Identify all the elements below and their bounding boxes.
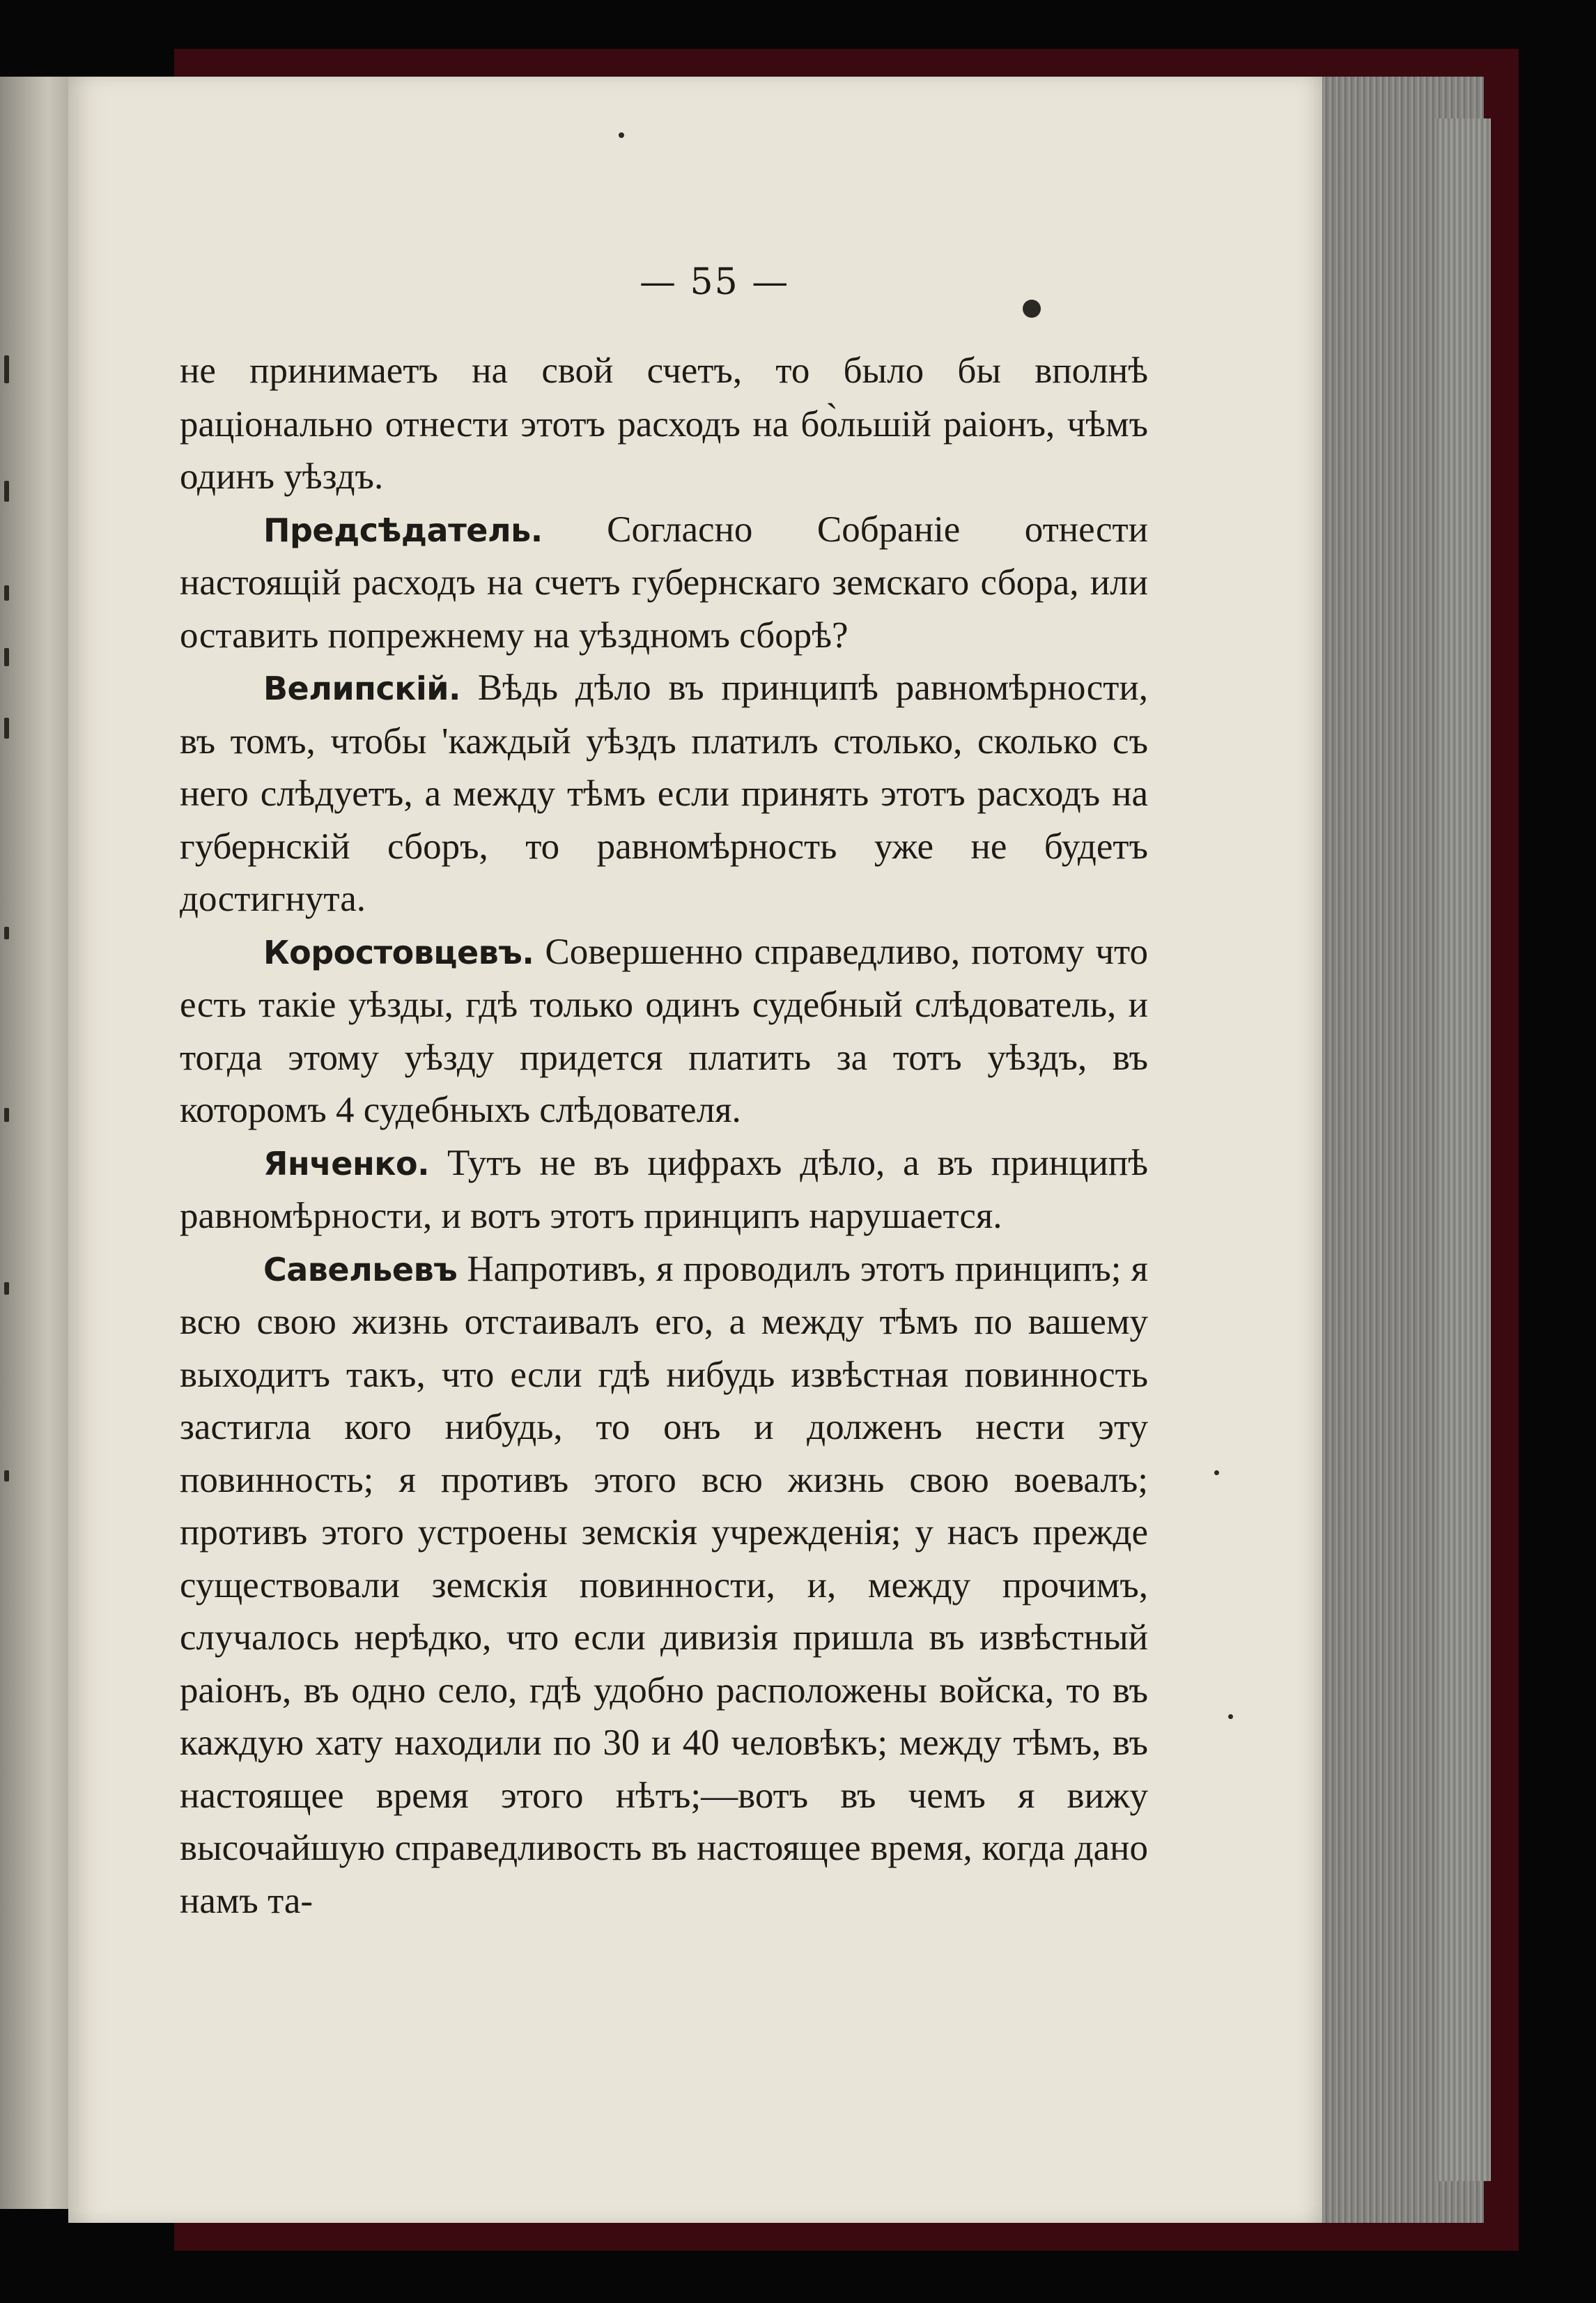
speaker-name: Савельевъ — [263, 1250, 458, 1288]
paragraph-continuation — [180, 345, 1148, 504]
book-page — [68, 77, 1322, 2223]
page-stack-edge — [1435, 118, 1491, 2181]
previous-page-text-fragments — [4, 355, 13, 1540]
paragraph-text: не принимаетъ на свой счетъ, то было бы вполнѣ раціонально отнести этотъ расходъ на бо̀льшій раіонъ, чѣмъ одинъ уѣздъ. — [180, 351, 1148, 497]
page-number: — 55 — — [640, 261, 790, 303]
speaker-name: Коростовцевъ. — [263, 933, 534, 971]
paragraph-chairman — [180, 504, 1148, 663]
paragraph-yanchenko — [180, 1137, 1148, 1243]
page-text — [180, 345, 1148, 1927]
paragraph-text: Тутъ не въ цифрахъ дѣло, а въ принципѣ равномѣрности, и вотъ этотъ принципъ нарушается. — [180, 1142, 1148, 1236]
ink-speck — [1214, 1470, 1219, 1475]
paragraph-text: Вѣдь дѣло въ принципѣ равномѣрности, въ томъ, чтобы 'каждый уѣздъ платилъ столько, сколько съ него слѣдуетъ, а между тѣмъ если принять этотъ расходъ на губернскій сборъ, то равномѣрность уже не будетъ достигнута. — [180, 668, 1148, 919]
speaker-name: Янченко. — [263, 1144, 430, 1183]
ink-speck — [619, 132, 624, 138]
ink-speck — [1228, 1714, 1233, 1719]
paragraph-text: Совершенно справедливо, потому что есть такіе уѣзды, гдѣ только одинъ судебный слѣдователь, и тогда этому уѣзду придется платить за тотъ уѣздъ, въ которомъ 4 судебныхъ слѣдователя. — [180, 931, 1148, 1130]
speaker-name: Велипскій. — [263, 670, 460, 707]
paragraph-velipsky — [180, 662, 1148, 926]
paragraph-text: Согласно Собраніе отнести настоящій расходъ на счетъ губернскаго земскаго сбора, или оставить попрежнему на уѣздномъ сборѣ? — [180, 509, 1148, 656]
paragraph-savelyev — [180, 1243, 1148, 1928]
paragraph-korostovtsev — [180, 926, 1148, 1137]
ink-speck — [1023, 300, 1041, 318]
paragraph-text: Напротивъ, я проводилъ этотъ принципъ; я всю свою жизнь отстаивалъ его, а между тѣмъ по вашему выходитъ такъ, что если гдѣ нибудь извѣстная повинность застигла кого нибудь, то онъ и долженъ нести эту повинность; я противъ этого всю жизнь свою воевалъ; противъ этого устроены земскія учрежденія; у насъ прежде существовали земскія повинности, и, между прочимъ, случалось нерѣдко, что если дивизія пришла въ извѣстный раіонъ, въ одно село, гдѣ удобно расположены войска, то въ каждую хату находили по 30 и 40 человѣкъ; между тѣмъ, въ настоящее время этого нѣтъ;—вотъ въ чемъ я вижу высочайшую справедливость въ настоящее время, когда дано намъ та- — [180, 1248, 1148, 1921]
previous-page-edge — [0, 77, 68, 2209]
speaker-name: Предсѣдатель. — [263, 511, 543, 549]
